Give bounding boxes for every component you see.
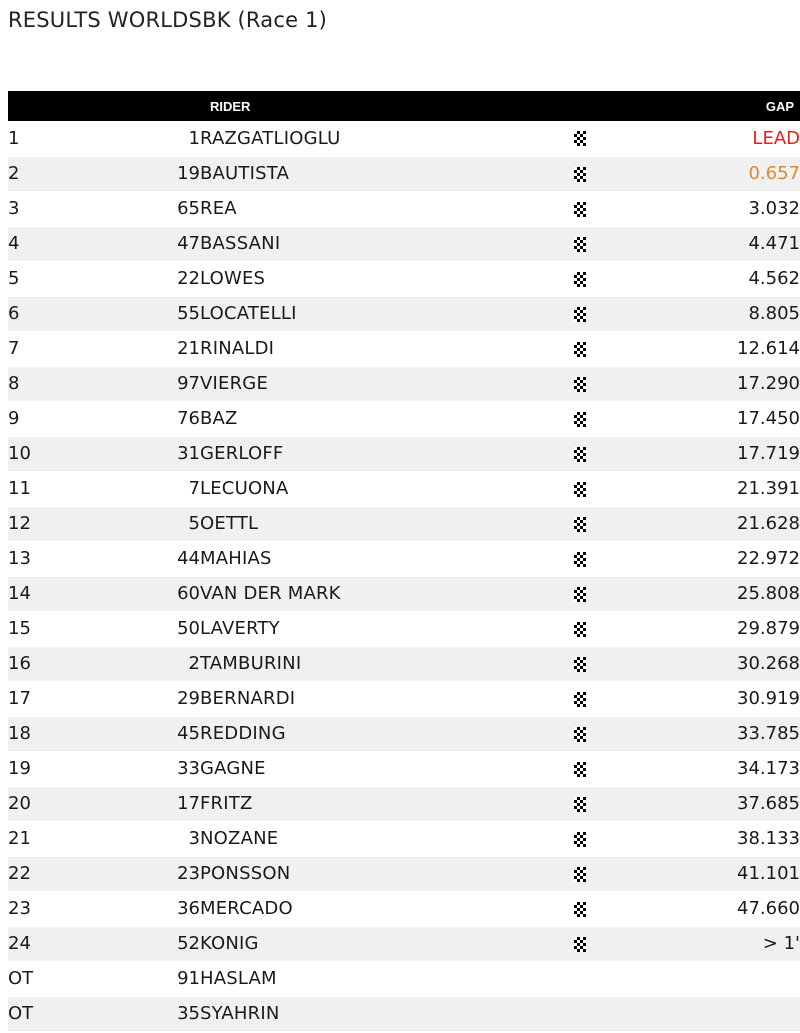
checkered-flag-icon <box>574 131 586 146</box>
rider-number-cell: 33 <box>128 751 200 786</box>
rider-name-cell: KONIG <box>200 926 550 961</box>
gap-cell: LEAD <box>610 121 800 156</box>
checkered-flag-icon <box>574 937 586 952</box>
finish-flag-cell <box>550 296 610 331</box>
finish-flag-cell <box>550 401 610 436</box>
finish-flag-cell <box>550 716 610 751</box>
finish-flag-cell <box>550 926 610 961</box>
rider-number-cell: 44 <box>128 541 200 576</box>
checkered-flag-icon <box>574 517 586 532</box>
checkered-flag-icon <box>574 447 586 462</box>
finish-flag-cell <box>550 576 610 611</box>
gap-cell: 22.972 <box>610 541 800 576</box>
rider-name-cell: MAHIAS <box>200 541 550 576</box>
table-row <box>8 716 800 751</box>
rider-name-cell: LOWES <box>200 261 550 296</box>
position-cell: 12 <box>8 506 128 541</box>
rider-number-cell: 1 <box>128 121 200 156</box>
rider-name-cell: FRITZ <box>200 786 550 821</box>
rider-name-cell: RINALDI <box>200 331 550 366</box>
rider-number-cell: 55 <box>128 296 200 331</box>
position-cell: 1 <box>8 121 128 156</box>
table-row <box>8 786 800 821</box>
checkered-flag-icon <box>574 412 586 427</box>
checkered-flag-icon <box>574 272 586 287</box>
rider-number-cell: 91 <box>128 961 200 996</box>
rider-name-cell: MERCADO <box>200 891 550 926</box>
position-cell: 20 <box>8 786 128 821</box>
results-body <box>8 121 800 1031</box>
position-cell: OT <box>8 961 128 996</box>
table-row <box>8 436 800 471</box>
gap-cell: 4.471 <box>610 226 800 261</box>
rider-number-cell: 22 <box>128 261 200 296</box>
finish-flag-cell <box>550 996 610 1031</box>
gap-cell: 17.719 <box>610 436 800 471</box>
position-cell: 22 <box>8 856 128 891</box>
rider-name-cell: REA <box>200 191 550 226</box>
rider-number-cell: 21 <box>128 331 200 366</box>
table-row <box>8 331 800 366</box>
rider-name-cell: VAN DER MARK <box>200 576 550 611</box>
finish-flag-cell <box>550 611 610 646</box>
rider-name-cell: LECUONA <box>200 471 550 506</box>
results-table <box>8 91 800 1032</box>
table-row <box>8 751 800 786</box>
header-flag <box>550 91 610 121</box>
gap-cell: 37.685 <box>610 786 800 821</box>
checkered-flag-icon <box>574 867 586 882</box>
table-row <box>8 576 800 611</box>
gap-cell: 21.391 <box>610 471 800 506</box>
table-row <box>8 506 800 541</box>
position-cell: 23 <box>8 891 128 926</box>
finish-flag-cell <box>550 191 610 226</box>
finish-flag-cell <box>550 471 610 506</box>
table-row <box>8 296 800 331</box>
rider-number-cell: 47 <box>128 226 200 261</box>
gap-cell: 33.785 <box>610 716 800 751</box>
rider-number-cell: 5 <box>128 506 200 541</box>
rider-name-cell: SYAHRIN <box>200 996 550 1031</box>
rider-name-cell: TAMBURINI <box>200 646 550 681</box>
rider-name-cell: BASSANI <box>200 226 550 261</box>
finish-flag-cell <box>550 786 610 821</box>
gap-cell: 12.614 <box>610 331 800 366</box>
gap-cell: 34.173 <box>610 751 800 786</box>
finish-flag-cell <box>550 856 610 891</box>
position-cell: 18 <box>8 716 128 751</box>
position-cell: 4 <box>8 226 128 261</box>
table-row <box>8 261 800 296</box>
finish-flag-cell <box>550 821 610 856</box>
gap-cell: > 1' <box>610 926 800 961</box>
rider-number-cell: 31 <box>128 436 200 471</box>
rider-number-cell: 17 <box>128 786 200 821</box>
rider-number-cell: 35 <box>128 996 200 1031</box>
gap-cell: 21.628 <box>610 506 800 541</box>
finish-flag-cell <box>550 506 610 541</box>
rider-name-cell: RAZGATLIOGLU <box>200 121 550 156</box>
table-row <box>8 821 800 856</box>
checkered-flag-icon <box>574 762 586 777</box>
checkered-flag-icon <box>574 797 586 812</box>
checkered-flag-icon <box>574 307 586 322</box>
table-row <box>8 191 800 226</box>
gap-cell: 41.101 <box>610 856 800 891</box>
checkered-flag-icon <box>574 692 586 707</box>
table-row <box>8 156 800 191</box>
gap-cell: 3.032 <box>610 191 800 226</box>
checkered-flag-icon <box>574 587 586 602</box>
gap-cell: 0.657 <box>610 156 800 191</box>
finish-flag-cell <box>550 541 610 576</box>
rider-name-cell: HASLAM <box>200 961 550 996</box>
gap-cell: 30.268 <box>610 646 800 681</box>
position-cell: 15 <box>8 611 128 646</box>
table-row <box>8 401 800 436</box>
header-num <box>128 91 200 121</box>
gap-cell: 17.450 <box>610 401 800 436</box>
table-row <box>8 856 800 891</box>
finish-flag-cell <box>550 891 610 926</box>
checkered-flag-icon <box>574 237 586 252</box>
rider-name-cell: VIERGE <box>200 366 550 401</box>
rider-name-cell: OETTL <box>200 506 550 541</box>
rider-number-cell: 3 <box>128 821 200 856</box>
table-row <box>8 891 800 926</box>
position-cell: 10 <box>8 436 128 471</box>
table-row <box>8 121 800 156</box>
rider-number-cell: 50 <box>128 611 200 646</box>
position-cell: 16 <box>8 646 128 681</box>
checkered-flag-icon <box>574 552 586 567</box>
gap-cell <box>610 961 800 996</box>
table-header <box>8 91 800 121</box>
rider-number-cell: 97 <box>128 366 200 401</box>
finish-flag-cell <box>550 261 610 296</box>
position-cell: 21 <box>8 821 128 856</box>
finish-flag-cell <box>550 681 610 716</box>
rider-number-cell: 36 <box>128 891 200 926</box>
rider-number-cell: 45 <box>128 716 200 751</box>
rider-name-cell: GERLOFF <box>200 436 550 471</box>
checkered-flag-icon <box>574 482 586 497</box>
checkered-flag-icon <box>574 167 586 182</box>
rider-number-cell: 65 <box>128 191 200 226</box>
header-pos <box>8 91 128 121</box>
checkered-flag-icon <box>574 377 586 392</box>
table-row <box>8 646 800 681</box>
rider-name-cell: BERNARDI <box>200 681 550 716</box>
checkered-flag-icon <box>574 727 586 742</box>
rider-name-cell: LOCATELLI <box>200 296 550 331</box>
header-rider: RIDER <box>210 98 251 114</box>
rider-number-cell: 60 <box>128 576 200 611</box>
finish-flag-cell <box>550 646 610 681</box>
rider-number-cell: 2 <box>128 646 200 681</box>
position-cell: 5 <box>8 261 128 296</box>
checkered-flag-icon <box>574 202 586 217</box>
table-row <box>8 366 800 401</box>
checkered-flag-icon <box>574 342 586 357</box>
finish-flag-cell <box>550 366 610 401</box>
rider-number-cell: 7 <box>128 471 200 506</box>
gap-cell: 30.919 <box>610 681 800 716</box>
rider-number-cell: 19 <box>128 156 200 191</box>
position-cell: OT <box>8 996 128 1031</box>
rider-number-cell: 23 <box>128 856 200 891</box>
page-title: RESULTS WORLDSBK (Race 1) <box>8 8 328 32</box>
rider-name-cell: BAUTISTA <box>200 156 550 191</box>
position-cell: 9 <box>8 401 128 436</box>
checkered-flag-icon <box>574 657 586 672</box>
table-row <box>8 611 800 646</box>
gap-cell: 38.133 <box>610 821 800 856</box>
rider-name-cell: LAVERTY <box>200 611 550 646</box>
gap-cell <box>610 996 800 1031</box>
finish-flag-cell <box>550 436 610 471</box>
position-cell: 19 <box>8 751 128 786</box>
rider-name-cell: PONSSON <box>200 856 550 891</box>
finish-flag-cell <box>550 331 610 366</box>
table-row <box>8 926 800 961</box>
rider-number-cell: 52 <box>128 926 200 961</box>
gap-cell: 8.805 <box>610 296 800 331</box>
rider-name-cell: BAZ <box>200 401 550 436</box>
rider-number-cell: 29 <box>128 681 200 716</box>
gap-cell: 17.290 <box>610 366 800 401</box>
rider-name-cell: NOZANE <box>200 821 550 856</box>
position-cell: 24 <box>8 926 128 961</box>
table-row <box>8 471 800 506</box>
table-row <box>8 996 800 1031</box>
checkered-flag-icon <box>574 622 586 637</box>
gap-cell: 4.562 <box>610 261 800 296</box>
table-row <box>8 226 800 261</box>
position-cell: 13 <box>8 541 128 576</box>
rider-name-cell: REDDING <box>200 716 550 751</box>
table-row <box>8 961 800 996</box>
gap-cell: 29.879 <box>610 611 800 646</box>
finish-flag-cell <box>550 156 610 191</box>
gap-cell: 25.808 <box>610 576 800 611</box>
gap-cell: 47.660 <box>610 891 800 926</box>
finish-flag-cell <box>550 961 610 996</box>
checkered-flag-icon <box>574 902 586 917</box>
position-cell: 14 <box>8 576 128 611</box>
table-row <box>8 541 800 576</box>
position-cell: 2 <box>8 156 128 191</box>
position-cell: 6 <box>8 296 128 331</box>
position-cell: 7 <box>8 331 128 366</box>
rider-number-cell: 76 <box>128 401 200 436</box>
finish-flag-cell <box>550 121 610 156</box>
rider-name-cell: GAGNE <box>200 751 550 786</box>
position-cell: 3 <box>8 191 128 226</box>
checkered-flag-icon <box>574 832 586 847</box>
position-cell: 17 <box>8 681 128 716</box>
position-cell: 8 <box>8 366 128 401</box>
table-row <box>8 681 800 716</box>
header-gap: GAP <box>765 98 794 114</box>
position-cell: 11 <box>8 471 128 506</box>
finish-flag-cell <box>550 226 610 261</box>
finish-flag-cell <box>550 751 610 786</box>
